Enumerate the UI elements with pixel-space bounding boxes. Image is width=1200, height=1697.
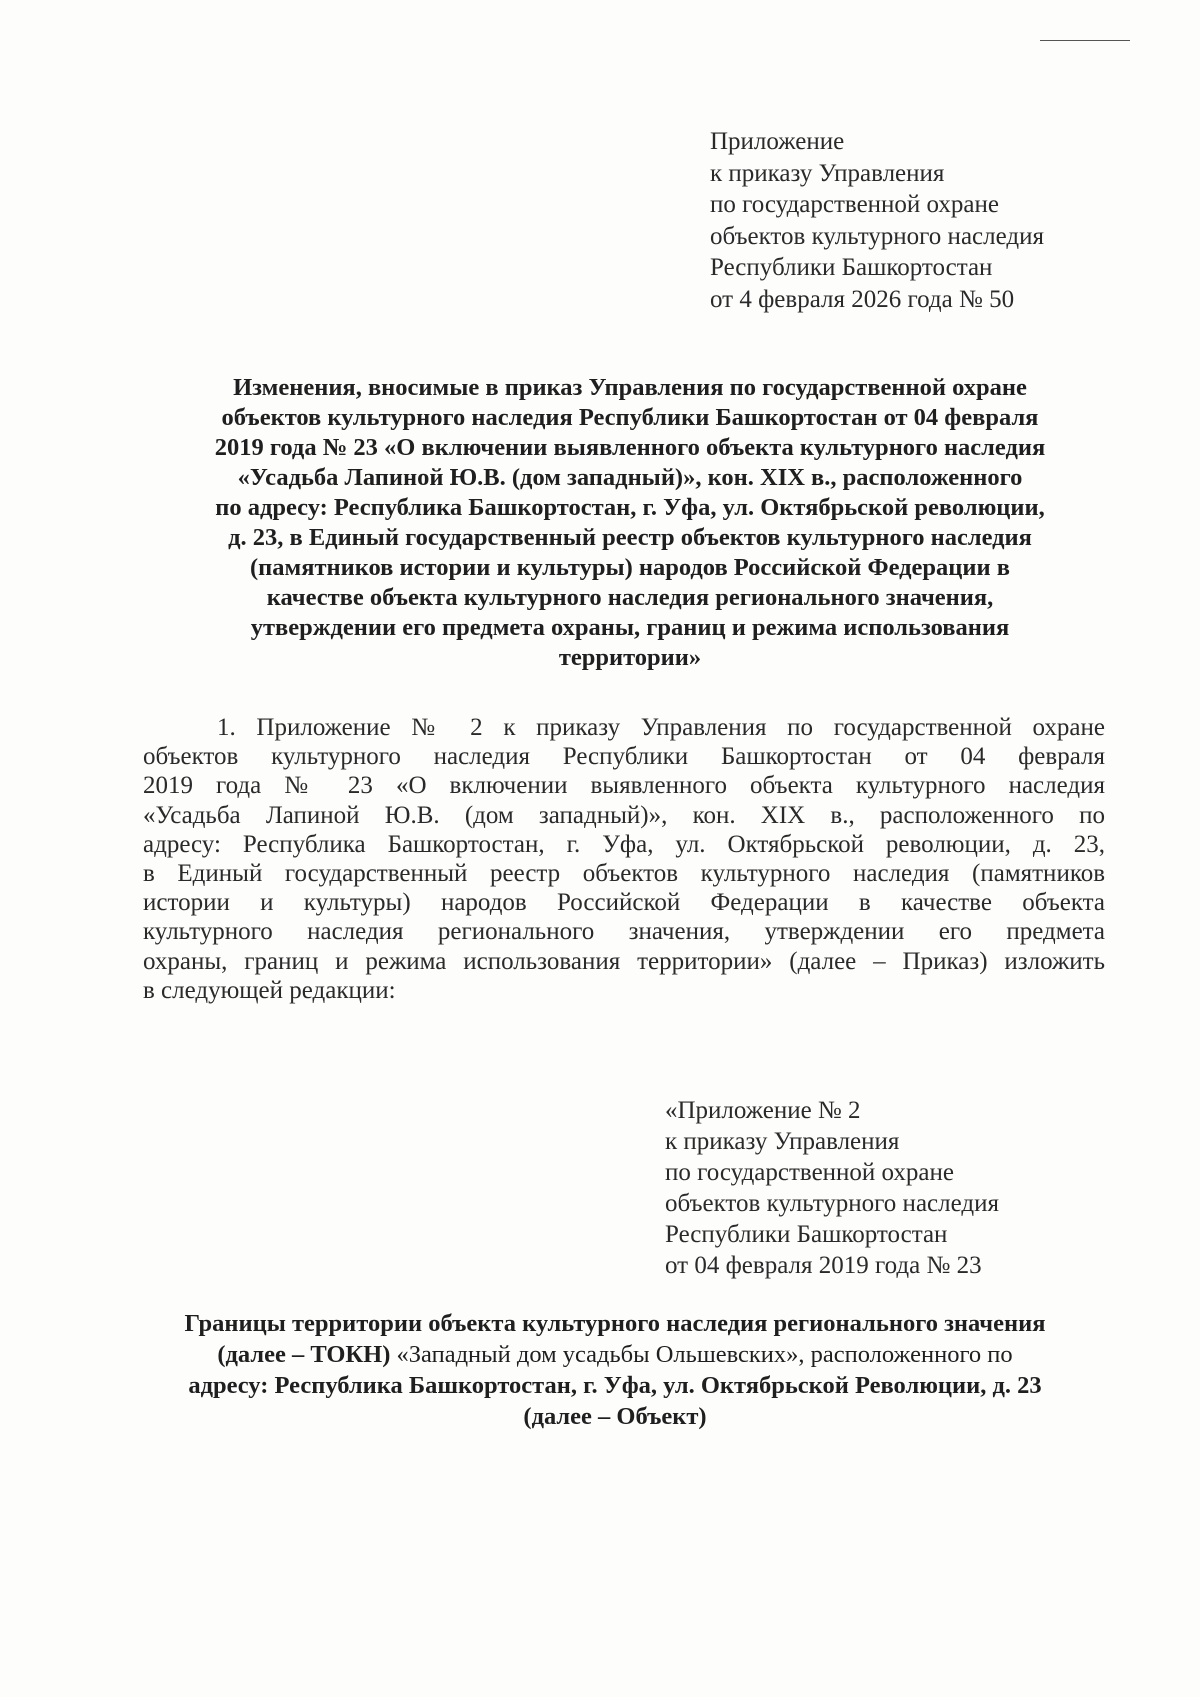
- title-line: по адресу: Республика Башкортостан, г. Уфа, ул. Октябрьской революции,: [215, 494, 1045, 521]
- title-line: д. 23, в Единый государственный реестр объектов культурного наследия: [228, 524, 1032, 551]
- appendix-2-line: к приказу Управления: [665, 1128, 900, 1155]
- paragraph-line: охраны, границ и режима использования территории» (далее – Приказ) изложить: [143, 947, 1105, 975]
- title-line: (памятников истории и культуры) народов Российской Федерации в: [250, 554, 1010, 581]
- boundaries-title-line: (далее – Объект): [523, 1403, 707, 1430]
- appendix-line: Приложение: [710, 128, 845, 155]
- appendix-2-header: [665, 1095, 999, 1281]
- boundaries-title-line: адресу: Республика Башкортостан, г. Уфа, ул. Октябрьской Революции, д. 23: [188, 1372, 1042, 1399]
- scan-artifact-line: [1040, 40, 1130, 41]
- paragraph-line: объектов культурного наследия Республики Башкортостан от 04 февраля: [143, 743, 1105, 771]
- appendix-2-line: «Приложение № 2: [665, 1097, 861, 1124]
- paragraph-line: 1. Приложение № 2 к приказу Управления по государственной охране: [217, 714, 1105, 741]
- appendix-2-line: объектов культурного наследия: [665, 1190, 999, 1217]
- title-line: «Усадьба Лапиной Ю.В. (дом западный)», кон. XIX в., расположенного: [237, 464, 1023, 491]
- title-line: Изменения, вносимые в приказ Управления по государственной охране: [233, 374, 1027, 401]
- title-line: утверждении его предмета охраны, границ и режима использования: [250, 614, 1010, 641]
- appendix-2-line: Республики Башкортостан: [665, 1221, 948, 1248]
- paragraph-line: в Единый государственный реестр объектов культурного наследия (памятников: [143, 860, 1105, 888]
- boundaries-title: [100, 1308, 1130, 1432]
- boundaries-title-line: Границы территории объекта культурного наследия регионального значения: [184, 1310, 1046, 1337]
- paragraph-line: в следующей редакции:: [143, 976, 396, 1004]
- paragraph-line: истории и культуры) народов Российской Федерации в качестве объекта: [143, 889, 1105, 917]
- paragraph-line: «Усадьба Лапиной Ю.В. (дом западный)», кон. XIX в., расположенного по: [143, 801, 1105, 829]
- title-line: территории»: [558, 644, 702, 671]
- appendix-line: объектов культурного наследия: [710, 222, 1044, 250]
- boundaries-title-line: [100, 1339, 1130, 1370]
- paragraph-line: 2019 года № 23 «О включении выявленного объекта культурного наследия: [143, 772, 1105, 800]
- title-line: качестве объекта культурного наследия регионального значения,: [266, 584, 994, 611]
- title-line: объектов культурного наследия Республики Башкортостан от 04 февраля: [221, 404, 1039, 431]
- title-line: 2019 года № 23 «О включении выявленного объекта культурного наследия: [214, 434, 1046, 461]
- appendix-line: по государственной охране: [710, 191, 1000, 218]
- appendix-header: [710, 126, 1044, 315]
- appendix-2-line: от 04 февраля 2019 года № 23: [665, 1252, 982, 1279]
- appendix-line: от 4 февраля 2026 года № 50: [710, 285, 1015, 313]
- boundaries-title-object-name: «Западный дом усадьбы Ольшевских», расположенного по: [396, 1341, 1013, 1368]
- paragraph-line: адресу: Республика Башкортостан, г. Уфа, ул. Октябрьской революции, д. 23,: [143, 830, 1105, 858]
- paragraph-line: культурного наследия регионального значения, утверждении его предмета: [143, 918, 1105, 946]
- appendix-line: к приказу Управления: [710, 159, 945, 187]
- appendix-line: Республики Башкортостан: [710, 254, 993, 281]
- appendix-2-line: по государственной охране: [665, 1159, 955, 1186]
- boundaries-title-abbrev: (далее – ТОКН): [217, 1341, 397, 1368]
- paragraph-1: [143, 713, 1105, 1005]
- document-title: [155, 373, 1105, 673]
